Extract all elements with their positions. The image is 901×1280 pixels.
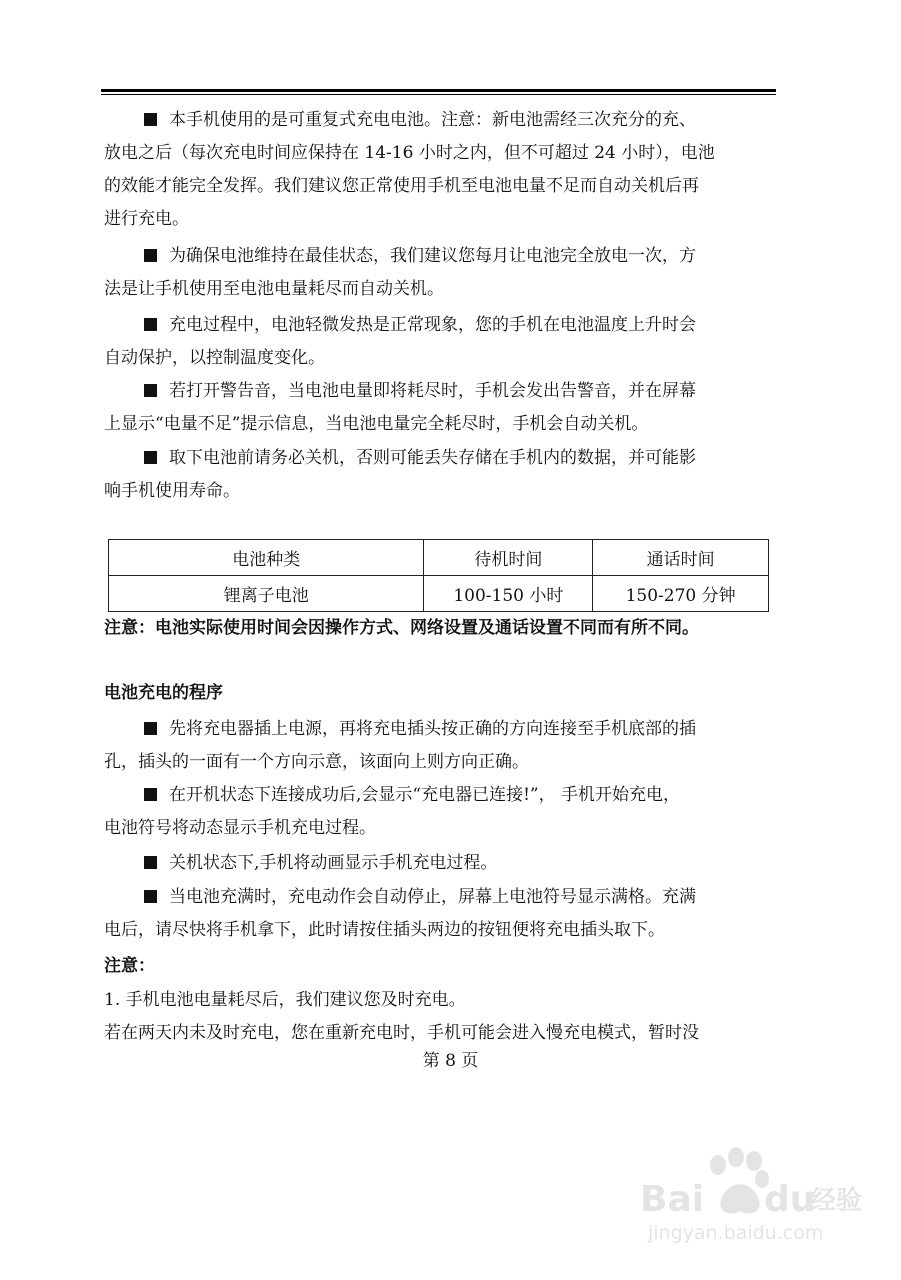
bullet-square-icon — [144, 249, 157, 262]
battery-table — [108, 539, 769, 612]
charge-bullet-1: 先将充电器插上电源，再将充电插头按正确的方向连接至手机底部的插 孔，插头的一面有一个方向示意，该面向上则方向正确。 — [104, 719, 696, 772]
note-line-2: 若在两天内未及时充电，您在重新充电时，手机可能会进入慢充电模式，暂时没 — [104, 1023, 699, 1043]
paw-icon — [710, 1147, 769, 1214]
table-cell: 150-270 分钟 — [593, 576, 769, 612]
table-note: 注意：电池实际使用时间会因操作方式、网络设置及通话设置不同而有所不同。 — [104, 618, 699, 638]
bullet-paragraph-4: 若打开警告音，当电池电量即将耗尽时，手机会发出告警音，并在屏幕 上显示“电量不足”提示信息，当电池电量完全耗尽时，手机会自动关机。 — [104, 381, 696, 434]
header-rule-thin — [101, 94, 776, 95]
watermark-brand-right: du — [764, 1179, 816, 1220]
bullet-square-icon — [144, 890, 157, 903]
header-rule — [101, 89, 776, 92]
bullet-square-icon — [144, 451, 157, 464]
page-number: 第 8 页 — [422, 1051, 479, 1071]
section-title: 电池充电的程序 — [104, 683, 223, 703]
note-line-1: 1. 手机电池电量耗尽后，我们建议您及时充电。 — [104, 990, 466, 1010]
table-cell: 锂离子电池 — [109, 576, 424, 612]
bullet-paragraph-1: 本手机使用的是可重复式充电电池。注意：新电池需经三次充分的充、 放电之后（每次充电时间应保持在 14-16 小时之内，但不可超过 24 小时），电池 的效能才能完全发挥。我们建议您正常使用手机至电池电量不足而自动关机后再 进行充电。 — [104, 110, 715, 229]
table-header-cell: 通话时间 — [593, 540, 769, 576]
table-cell: 100-150 小时 — [424, 576, 593, 612]
table-row — [109, 576, 769, 612]
bullet-square-icon — [144, 788, 157, 801]
watermark-brand-left: Bai — [640, 1179, 705, 1220]
charge-bullet-3: 关机状态下,手机将动画显示手机充电过程。 — [104, 847, 776, 880]
bullet-square-icon — [144, 722, 157, 735]
bullet-square-icon — [144, 318, 157, 331]
baidu-jingyan-watermark — [640, 1135, 870, 1250]
bullet-paragraph-3: 充电过程中，电池轻微发热是正常现象，您的手机在电池温度上升时会 自动保护，以控制温度变化。 — [104, 315, 696, 368]
watermark-url: jingyan.baidu.com — [648, 1222, 824, 1244]
bullet-square-icon — [144, 113, 157, 126]
charge-bullet-2: 在开机状态下连接成功后,会显示“充电器已连接!”， 手机开始充电， 电池符号将动态显示手机充电过程。 — [104, 785, 681, 838]
bullet-paragraph-2: 为确保电池维持在最佳状态，我们建议您每月让电池完全放电一次，方 法是让手机使用至电池电量耗尽而自动关机。 — [104, 246, 696, 299]
table-header-cell: 待机时间 — [424, 540, 593, 576]
watermark-brand-cn: 经验 — [810, 1186, 863, 1216]
charge-bullet-4: 当电池充满时，充电动作会自动停止，屏幕上电池符号显示满格。充满 电后，请尽快将手机拿下，此时请按住插头两边的按钮便将充电插头取下。 — [104, 887, 696, 940]
table-header-row — [109, 540, 769, 576]
bullet-square-icon — [144, 856, 157, 869]
note-label: 注意： — [104, 956, 155, 976]
bullet-square-icon — [144, 384, 157, 397]
table-header-cell: 电池种类 — [109, 540, 424, 576]
bullet-paragraph-5: 取下电池前请务必关机，否则可能丢失存储在手机内的数据，并可能影 响手机使用寿命。 — [104, 448, 696, 501]
